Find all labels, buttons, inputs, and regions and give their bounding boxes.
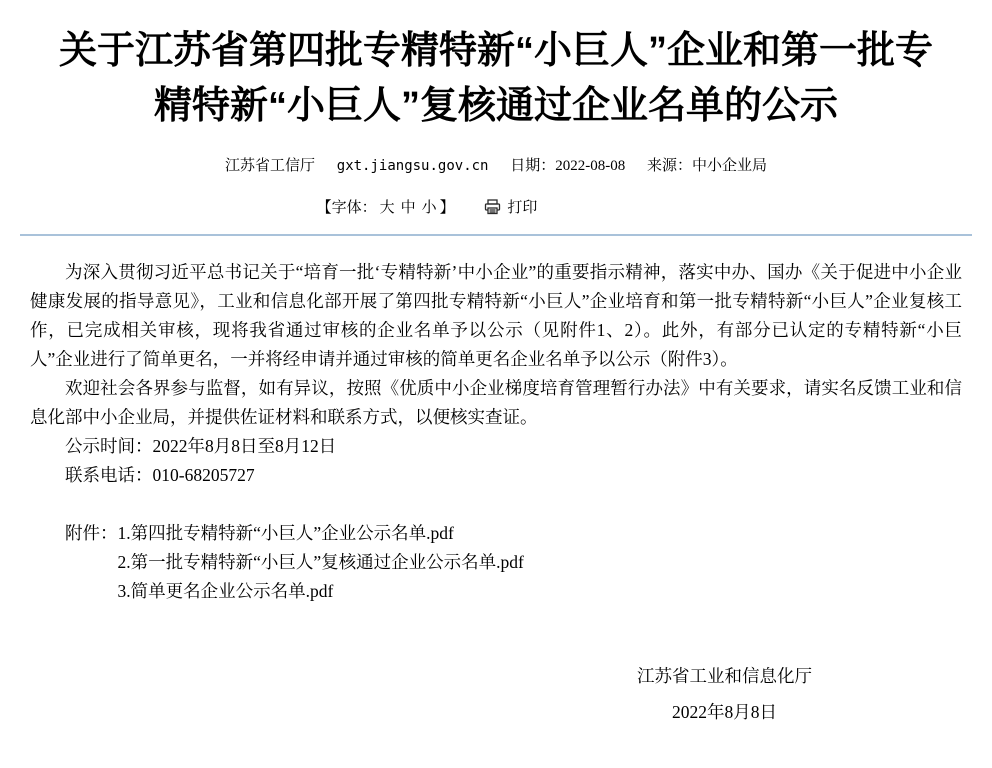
signature-block — [637, 658, 812, 730]
font-size-large-button[interactable]: 大 — [379, 200, 395, 216]
font-size-small-button[interactable]: 小 — [421, 200, 437, 216]
attachment-link-1[interactable]: 1.第四批专精特新“小巨人”企业公示名单.pdf — [117, 523, 454, 543]
meta-website: gxt.jiangsu.gov.cn — [336, 158, 489, 174]
attachment-row-2 — [65, 548, 962, 577]
title-line-1: 关于江苏省第四批专精特新“小巨人”企业和第一批专 — [58, 30, 933, 72]
publicity-period: 公示时间：2022年8月8日至8月12日 — [65, 436, 337, 456]
attachment-row-1 — [65, 519, 962, 548]
contact-phone: 联系电话：010-68205727 — [65, 465, 255, 485]
font-selector-label-close: 】 — [439, 200, 455, 216]
print-button-label: 打印 — [507, 200, 538, 216]
font-size-selector — [317, 200, 459, 216]
article-toolbar — [0, 196, 854, 217]
meta-row — [0, 154, 992, 175]
meta-source: 来源：中小企业局 — [646, 158, 767, 174]
font-selector-label: 【字体： — [316, 200, 377, 216]
printer-icon — [484, 199, 501, 215]
page-title — [0, 0, 992, 134]
meta-date: 日期：2022-08-08 — [510, 158, 626, 174]
font-size-medium-button[interactable]: 中 — [400, 200, 416, 216]
attachment-row-3 — [65, 577, 962, 606]
attachment-link-3[interactable]: 3.简单更名企业公示名单.pdf — [117, 581, 334, 601]
title-line-2: 精特新“小巨人”复核通过企业名单的公示 — [153, 85, 838, 127]
signature-date: 2022年8月8日 — [672, 702, 777, 722]
article-body — [0, 236, 992, 730]
attachments-label: 附件： — [65, 523, 118, 543]
meta-department: 江苏省工信厅 — [225, 158, 316, 174]
body-paragraph-1: 为深入贯彻习近平总书记关于“培育一批‘专精特新’中小企业”的重要指示精神，落实中办、国办《关于促进中小企业健康发展的指导意见》，工业和信息化部开展了第四批专精特新“小巨人”企业培育和第一批专精特新“小巨人”企业复核工作，已完成相关审核，现将我省通过审核的企业名单予以公示（见附件1、2）。此外，有部分已认定的专精特新“小巨人”企业进行了简单更名，一并将经申请并通过审核的简单更名企业名单予以公示（附件3）。 — [30, 262, 962, 369]
signature-department: 江苏省工业和信息化厅 — [637, 666, 812, 686]
attachment-link-2[interactable]: 2.第一批专精特新“小巨人”复核通过企业公示名单.pdf — [117, 552, 524, 572]
attachments-list — [65, 519, 962, 606]
body-paragraph-2: 欢迎社会各界参与监督，如有异议，按照《优质中小企业梯度培育管理暂行办法》中有关要求，请实名反馈工业和信息化部中小企业局，并提供佐证材料和联系方式，以便核实查证。 — [30, 378, 962, 427]
print-button[interactable] — [484, 200, 537, 216]
